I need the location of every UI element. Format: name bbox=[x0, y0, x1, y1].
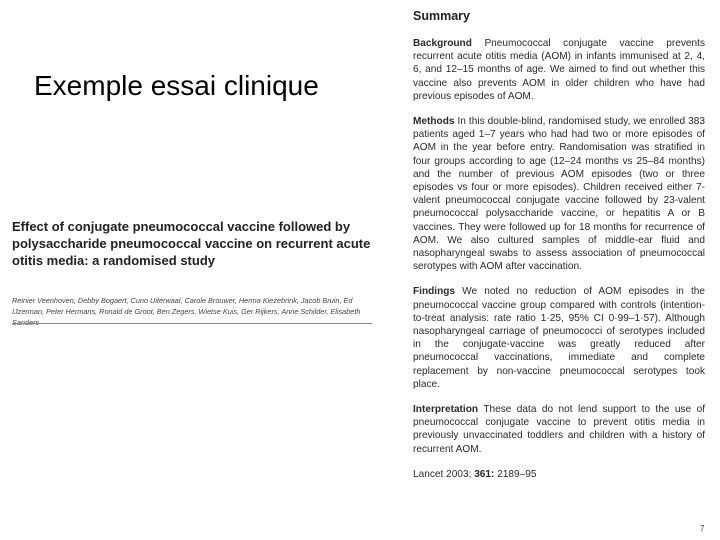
section-label: Methods bbox=[413, 116, 455, 128]
citation-pages: 2189–95 bbox=[497, 468, 537, 480]
page-number: 7 bbox=[700, 524, 705, 533]
section-background bbox=[413, 37, 705, 103]
abstract-summary bbox=[413, 8, 705, 481]
paper-title: Effect of conjugate pneumococcal vaccine followed by polysaccharide pneumococcal vaccine on recurrent acute otitis media: a randomised study bbox=[12, 219, 371, 268]
section-label: Findings bbox=[413, 286, 456, 298]
paper-authors: Reinier Veenhoven, Debby Bogaert, Cuno Uiterwaal, Carole Brouwer, Herma Kiezebrink, Jacob Bruin, Ed IJzerman, Peter Hermans, Ronald de Groot, Ben Zegers, Wietse Kuis, Ger Rijkers, Anne Schilder, Elisabeth bbox=[12, 296, 361, 316]
section-text: In this double-blind, randomised study, we enrolled 383 patients aged 1–7 years who had had two or more episodes of AOM in the year before entry. Randomisation was stratified in four groups according to age (12–24 months vs 25–84 months) and the number of previous AOM episodes (two or three episodes vs four or more episodes). Children received either 7-valent pneumococcal conjugate vaccine followed by 23-valent pneumococcal polysaccharide vaccine, or hepatitis A or B vaccines. They were followed up for 18 months for recurrence of AOM. We also cultured samples of middle-ear fluid and nasopharyngeal swabs to assess association of pneumococcal serotypes with AOM after vaccination. bbox=[413, 116, 705, 273]
section-methods bbox=[413, 115, 705, 273]
citation-journal-year: Lancet 2003; bbox=[413, 468, 472, 480]
slide-title: Exemple essai clinique bbox=[34, 70, 319, 101]
section-label: Background bbox=[413, 38, 472, 49]
section-text: Pneumococcal conjugate vaccine prevents recurrent acute otitis media (AOM) in infants immunised at 2, 4, 6, and 12–15 months of age. We aimed to find out whether this vaccine also prevents AOM in older children who have had previous episodes of AOM. bbox=[413, 38, 705, 102]
citation-volume: 361: bbox=[474, 468, 495, 480]
section-interpretation bbox=[413, 403, 705, 456]
section-text: We noted no reduction of AOM episodes in the pneumococcal vaccine group compared with controls (intention-to-treat analysis: rate ratio 1·25, 95% CI 0·99–1·57). Although nasopharyngeal carriage of pneumococci of serotypes included in the conjugate-vaccine was greatly reduced after pneumococcal vaccinations, immediate and complete replacement by non-vaccine pneumococcal serotypes took place. bbox=[413, 286, 705, 390]
section-text: These data do not lend support to the use of pneumococcal conjugate vaccine to prevent otitis media in previously unvaccinated toddlers and children with a history of recurrent AOM. bbox=[413, 404, 705, 455]
section-label: Interpretation bbox=[413, 404, 479, 416]
citation bbox=[413, 468, 705, 481]
summary-heading: Summary bbox=[413, 9, 470, 23]
title-divider bbox=[12, 323, 372, 324]
section-findings bbox=[413, 285, 705, 391]
